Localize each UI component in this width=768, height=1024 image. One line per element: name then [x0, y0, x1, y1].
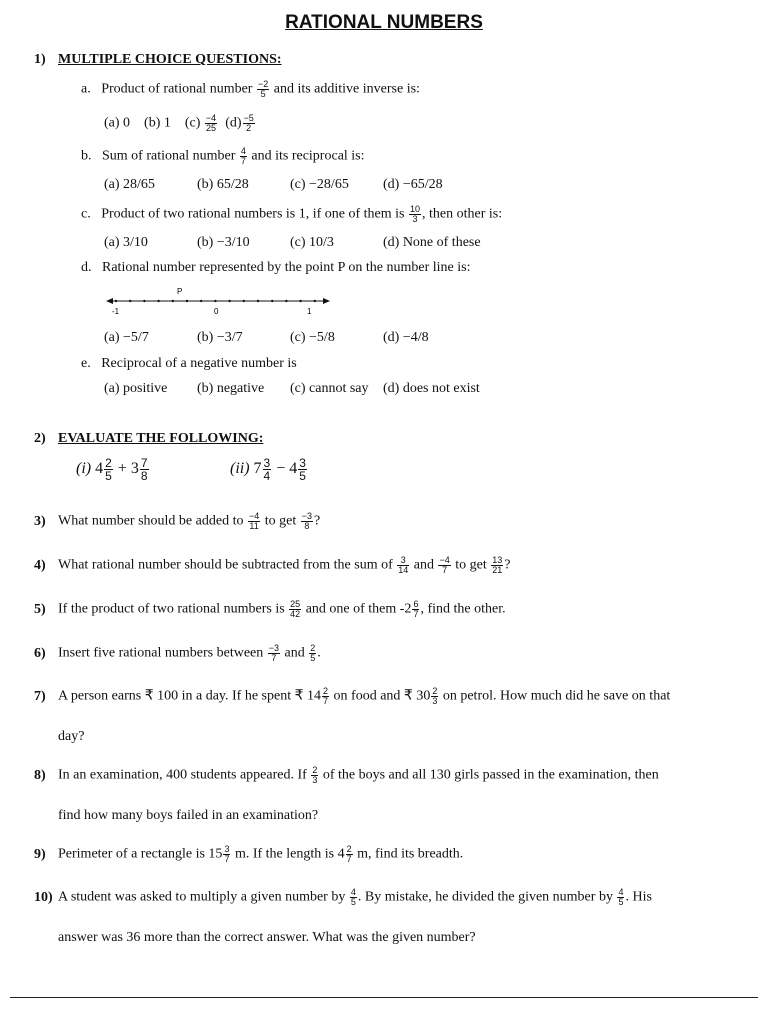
- question-3: What number should be added to $\frac{-4}{11}$ to get $\frac{-3}{8}$ ?: [58, 511, 321, 531]
- question-1c: c. Product of two rational numbers is 1, if one of them is $\frac{10}{3}$ , then other is:: [81, 204, 503, 224]
- option: (b) −3/7: [197, 330, 243, 345]
- question-9-number: 9): [34, 847, 46, 862]
- fraction: $\frac{-4}{25}$: [205, 113, 217, 133]
- option: (c) −5/8: [290, 330, 335, 345]
- number-line-tick: [299, 300, 301, 302]
- question-6: Insert five rational numbers between $\frac{-3}{7}$ and $\frac{2}{5}$ .: [58, 643, 321, 663]
- question-4: What rational number should be subtracted from the sum of $\frac{3}{14}$ and $\frac{-4}{7}$ to get $\frac{13}{21}$ ?: [58, 555, 511, 575]
- question-1e: e. Reciprocal of a negative number is: [81, 356, 297, 371]
- section-2-number: 2): [34, 431, 46, 446]
- option: (b) 1: [144, 115, 171, 131]
- section-2-heading: EVALUATE THE FOLLOWING:: [58, 431, 264, 446]
- question-10: A student was asked to multiply a given number by $\frac{4}{5}$ . By mistake, he divided the given number by $\frac{4}{5}$ . His: [58, 887, 652, 907]
- fraction: $\frac{-2}{5}$: [257, 79, 269, 99]
- number-line-tick: [129, 300, 131, 302]
- question-3-number: 3): [34, 514, 46, 529]
- question-1d: d. Rational number represented by the point P on the number line is:: [81, 260, 471, 275]
- option: (c) cannot say: [290, 381, 369, 396]
- tick-label-minus-one: -1: [112, 307, 120, 316]
- option: (b) 65/28: [197, 177, 249, 192]
- number-line-tick: [271, 300, 273, 302]
- number-line-tick: [285, 300, 287, 302]
- number-line-tick: [314, 300, 316, 302]
- option: (d) does not exist: [383, 381, 480, 396]
- question-7-number: 7): [34, 689, 46, 704]
- left-arrow-icon: [106, 298, 113, 304]
- option: (c) −28/65: [290, 177, 349, 192]
- number-line-tick: [172, 300, 174, 302]
- number-line: [104, 284, 334, 320]
- number-line-tick: [186, 300, 188, 302]
- expression-ii: (ii) 7 $\frac{3}{4}$ − 4 $\frac{3}{5}$: [230, 456, 306, 483]
- point-p-label: P: [177, 287, 183, 296]
- expression-i: (i) 4 $\frac{2}{5}$ + 3 $\frac{7}{8}$: [76, 456, 148, 483]
- question-5: If the product of two rational numbers is $\frac{25}{42}$ and one of them -2 $\frac{6}{7}$ , find the other.: [58, 599, 506, 619]
- option: (a) 0: [104, 115, 131, 131]
- number-line-tick: [157, 300, 159, 302]
- number-line-tick: [115, 300, 117, 302]
- tick-label-zero: 0: [214, 307, 219, 316]
- question-8-line-2: find how many boys failed in an examination?: [58, 808, 319, 823]
- question-9: Perimeter of a rectangle is 15 $\frac{3}{7}$ m. If the length is 4 $\frac{2}{7}$ m, find its breadth.: [58, 844, 464, 864]
- page-title: RATIONAL NUMBERS: [285, 12, 483, 33]
- question-1a: a. Product of rational number $\frac{-2}{5}$ and its additive inverse is:: [81, 79, 420, 99]
- option: (d) None of these: [383, 235, 481, 250]
- question-8-number: 8): [34, 768, 46, 783]
- option: (d) −4/8: [383, 330, 429, 345]
- option: (a) −5/7: [104, 330, 149, 345]
- number-line-tick: [214, 300, 216, 302]
- section-1-heading: MULTIPLE CHOICE QUESTIONS:: [58, 52, 282, 67]
- number-line-tick: [243, 300, 245, 302]
- fraction: $\frac{4}{7}$: [240, 146, 246, 166]
- section-1-number: 1): [34, 52, 46, 67]
- question-letter: a.: [81, 81, 91, 97]
- options-1a: [104, 114, 256, 133]
- question-4-number: 4): [34, 558, 46, 573]
- question-1b: b. Sum of rational number $\frac{4}{7}$ and its reciprocal is:: [81, 146, 365, 166]
- number-line-tick: [200, 300, 202, 302]
- tick-label-one: 1: [307, 307, 312, 316]
- option: (b) negative: [197, 381, 265, 396]
- fraction: $\frac{-5}{2}$: [243, 113, 254, 133]
- number-line-tick: [228, 300, 230, 302]
- option: (a) 3/10: [104, 235, 148, 250]
- option: (a) positive: [104, 381, 168, 396]
- option: (d): [225, 115, 242, 131]
- number-line-tick: [143, 300, 145, 302]
- option: (b) −3/10: [197, 235, 250, 250]
- question-7: A person earns ₹ 100 in a day. If he spent ₹ 14 $\frac{2}{7}$ on food and ₹ 30 $\frac{2}{3}$ on petrol. How much did he save on that: [58, 686, 671, 706]
- number-line-ticks: [115, 300, 316, 302]
- fraction: $\frac{10}{3}$: [410, 204, 421, 224]
- question-10-line-2: answer was 36 more than the correct answer. What was the given number?: [58, 930, 476, 945]
- question-6-number: 6): [34, 646, 46, 661]
- footer-divider: [10, 997, 758, 998]
- right-arrow-icon: [323, 298, 330, 304]
- question-text: Product of rational number: [101, 81, 256, 97]
- question-8: In an examination, 400 students appeared. If $\frac{2}{3}$ of the boys and all 130 girls passed in the examination, then: [58, 765, 659, 785]
- question-10-number: 10): [34, 890, 53, 905]
- option: (a) 28/65: [104, 177, 155, 192]
- number-line-tick: [257, 300, 259, 302]
- question-7-line-2: day?: [58, 729, 85, 744]
- question-5-number: 5): [34, 602, 46, 617]
- option: (c) 10/3: [290, 235, 334, 250]
- option: (c): [184, 115, 204, 131]
- option: (d) −65/28: [383, 177, 443, 192]
